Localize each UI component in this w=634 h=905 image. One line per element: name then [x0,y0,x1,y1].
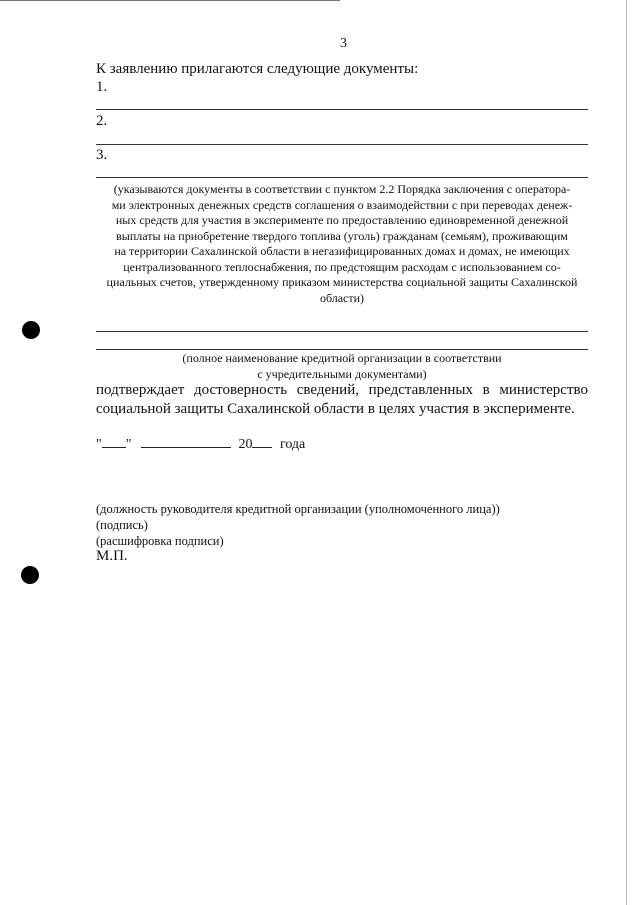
punch-hole-bottom [21,566,39,584]
documents-note-line: области) [319,290,365,305]
confirmation-statement [96,381,588,419]
documents-note-line: (указываются документы в соответствии с пунктом 2.2 Порядка заключения с оператора- [113,182,571,196]
statement-line: социальной защиты Сахалинской области в целях участия в эксперименте. [96,401,575,417]
attachments-intro: К заявлению прилагаются следующие документы: [96,61,419,77]
punch-hole-top [22,321,40,339]
document-item-3-line[interactable] [96,177,588,178]
date-quote-open: " [96,437,102,452]
signature-caption: (подпись) [96,518,148,532]
document-item-1-line[interactable] [96,109,588,110]
date-quote-close: " [125,437,132,452]
documents-note-line: ми электронных денежных средств соглашения о взаимодействии с при переводах денеж- [111,197,573,212]
statement-line: подтверждает достоверность сведений, представленных в министерство [96,382,588,398]
documents-note-line: циальных счетов, утвержденному приказом министерства социальной защиты Сахалинской [106,275,578,289]
year-blank[interactable] [252,433,272,448]
scan-right-edge [626,0,627,905]
documents-note-line: на территории Сахалинской области в негазифицированных домах и домах, не имеющих [114,244,570,258]
signature-decoding: (расшифровка подписи) [96,534,224,548]
org-name-note [96,351,588,382]
documents-note-line: централизованного теплоснабжения, по предстоящим расходам с использованием со- [123,259,561,274]
org-name-note-line: с учредительными документами) [257,366,427,381]
document-item-2-label: 2. [96,113,108,129]
org-name-line-2[interactable] [96,349,588,350]
org-name-line-1[interactable] [96,331,588,332]
year-prefix: 20 [238,437,253,452]
documents-note-line: ных средств для участия в эксперименте по предоставлению единовременной денежной [115,213,569,227]
document-item-2-line[interactable] [96,144,588,145]
documents-note [96,182,588,306]
day-blank[interactable] [102,433,126,448]
page-number: 3 [340,36,347,51]
scan-top-edge [0,0,340,1]
org-name-note-line: (полное наименование кредитной организации в соответствии [182,351,502,365]
signatory-position: (должность руководителя кредитной организации (уполномоченного лица)) [96,502,500,516]
stamp-place: М.П. [96,548,128,564]
year-suffix: года [279,437,306,452]
date-line [96,433,305,453]
documents-note-line: выплаты на приобретение твердого топлива (уголь) гражданам (семьям), проживающим [116,228,568,243]
month-blank[interactable] [141,433,231,448]
document-item-1-label: 1. [96,79,108,95]
document-item-3-label: 3. [96,147,108,163]
